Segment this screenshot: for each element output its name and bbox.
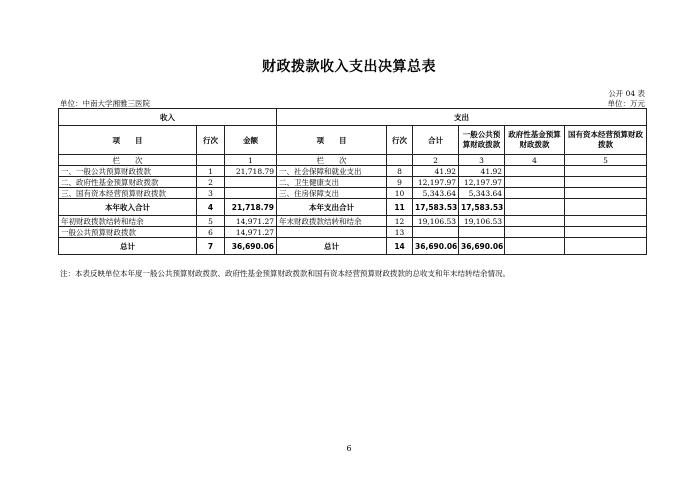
expense-item: 总计 [277,238,387,255]
line-number: 2 [197,177,225,188]
general-value: 19,106.53 [459,216,505,227]
amount: 21,718.79 [225,199,277,216]
general-value: 36,690.06 [459,238,505,255]
fund-value [505,177,565,188]
col-expense-item: 项 目 [277,126,387,155]
general-value [459,227,505,238]
line-number: 5 [197,216,225,227]
table-note: 注：本表反映单位本年度一般公共预算财政拨款、政府性基金预算财政拨款和国有资本经营预算财政拨款的总收支和年末结转结余情况。 [60,269,510,278]
line-number: 9 [387,177,413,188]
state-value [565,166,647,177]
page-number: 6 [346,444,352,453]
amount: 36,690.06 [225,238,277,255]
form-code: 公开 04 表 [608,89,645,98]
line-number: 10 [387,188,413,199]
general-value: 41.92 [459,166,505,177]
column-number: 4 [505,155,565,166]
col-income-item: 项 目 [59,126,197,155]
income-item: 总计 [59,238,197,255]
general-value: 17,583.53 [459,199,505,216]
report-title: 财政拨款收入支出决算总表 [262,59,436,75]
line-number: 6 [197,227,225,238]
column-number: 2 [413,155,459,166]
state-value [565,188,647,199]
header-row-columns [59,126,647,155]
total-value: 5,343.64 [413,188,459,199]
col-expense-line: 行次 [387,126,413,155]
total-value: 12,197.97 [413,177,459,188]
line-number: 11 [387,199,413,216]
general-value: 5,343.64 [459,188,505,199]
header-row-sections [59,109,647,126]
expense-item: 本年支出合计 [277,199,387,216]
expense-item: 一、社会保障和就业支出 [277,166,387,177]
amount [225,177,277,188]
total-value [413,227,459,238]
total-value: 19,106.53 [413,216,459,227]
col-income-amount: 金额 [225,126,277,155]
expense-header: 支出 [277,109,647,126]
line-number: 3 [197,188,225,199]
table-row [59,166,647,177]
expense-item: 三、住房保障支出 [277,188,387,199]
reporting-unit: 单位：中南大学湘雅三医院 [60,99,150,108]
expense-item: 年末财政拨款结转和结余 [277,216,387,227]
expense-item: 二、卫生健康支出 [277,177,387,188]
column-number-label: 栏 次 [59,155,197,166]
column-number: 5 [565,155,647,166]
total-value: 41.92 [413,166,459,177]
col-state-capital-budget: 国有资本经营预算财政拨款 [565,126,647,155]
column-number-row [59,155,647,166]
income-header: 收入 [59,109,277,126]
income-item: 一般公共预算财政拨款 [59,227,197,238]
line-number: 12 [387,216,413,227]
col-general-budget: 一般公共预算财政拨款 [459,126,505,155]
income-item: 年初财政拨款结转和结余 [59,216,197,227]
general-value: 12,197.97 [459,177,505,188]
final-accounts-table [58,108,647,255]
column-number: 3 [459,155,505,166]
amount [225,188,277,199]
subtotal-row [59,199,647,216]
line-number: 4 [197,199,225,216]
table-row [59,177,647,188]
total-value: 17,583.53 [413,199,459,216]
column-number-label: 栏 次 [277,155,387,166]
fund-value [505,188,565,199]
line-number: 8 [387,166,413,177]
line-number: 7 [197,238,225,255]
currency-unit: 单位：万元 [607,99,645,108]
income-item: 二、政府性基金预算财政拨款 [59,177,197,188]
total-value: 36,690.06 [413,238,459,255]
income-item: 一、一般公共预算财政拨款 [59,166,197,177]
amount: 14,971.27 [225,216,277,227]
table-row [59,188,647,199]
amount: 21,718.79 [225,166,277,177]
income-item: 本年收入合计 [59,199,197,216]
fund-value [505,166,565,177]
line-number: 1 [197,166,225,177]
table-row [59,216,647,227]
col-income-line: 行次 [197,126,225,155]
state-value [565,177,647,188]
col-fund-budget: 政府性基金预算财政拨款 [505,126,565,155]
col-total: 合计 [413,126,459,155]
column-number: 1 [225,155,277,166]
table-row [59,227,647,238]
line-number: 14 [387,238,413,255]
income-item: 三、国有资本经营预算财政拨款 [59,188,197,199]
line-number: 13 [387,227,413,238]
grand-total-row [59,238,647,255]
amount: 14,971.27 [225,227,277,238]
expense-item [277,227,387,238]
